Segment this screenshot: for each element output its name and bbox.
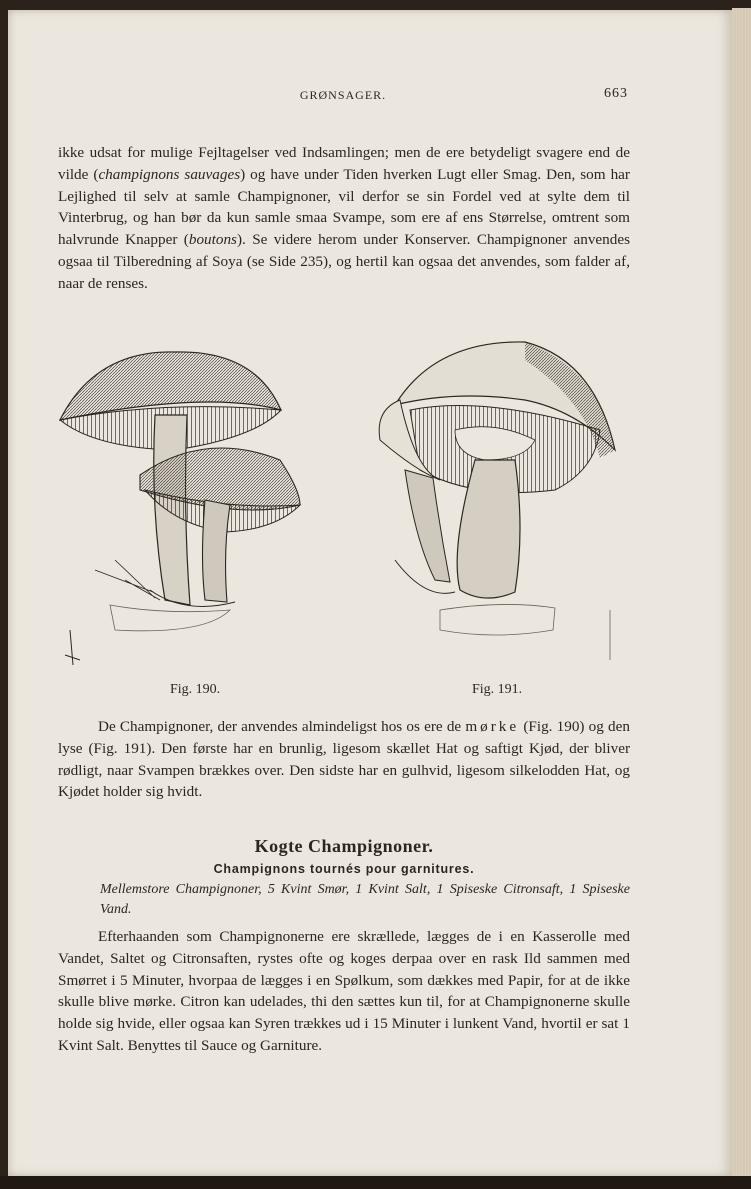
intro-text-2: ) og have under Tiden hverken Lugt eller Smag. Den, som har Lejlighed til selv at samle Champignoner, vil derfor se sin Fordel ved at sylte dem til Vinterbrug, og han bør da kun samle smaa Svampe, som ere af ens Størrelse, omtrent som halvrunde Knapper ( <box>58 165 630 249</box>
description-text-1: De Champignoner, der anvendes almindeligst hos os ere de <box>98 718 466 735</box>
intro-paragraph <box>58 142 630 295</box>
fig-191-caption: Fig. 191. <box>472 682 523 697</box>
fig-191-illustration <box>379 342 615 660</box>
fig-190-caption: Fig. 190. <box>170 682 221 697</box>
intro-text-3: ). Se videre herom under Konserver. Champignoner anvendes ogsaa til Tilberedning af Soya (se Side 235), og hertil kan ogsaa det anvendes, som falder af, naar de renses. <box>58 231 630 292</box>
running-header <box>58 88 628 108</box>
instructions-text: Efterhaanden som Champignonerne ere skrællede, lægges de i en Kasserolle med Vandet, Saltet og Citronsaften, rystes ofte og koges derpaa over en rask Ild sammen med Smørret i 5 Minuter, hvorpaa de lægges i en Spølkum, som dækkes med Papir, for at de ikke skulle blive mørke. Citron kan udelades, thi den sættes kun til, for at Champignonerne skulle holde sig hvide, eller ogsaa kan Syren trækkes ud i 15 Minuter i lunkent Vand, hvortil er sat 1 Kvint Salt. Benyttes til Sauce og Garniture. <box>58 928 630 1054</box>
figures-area <box>55 330 625 700</box>
description-paragraph <box>58 716 630 803</box>
recipe-ingredients: Mellemstore Champignoner, 5 Kvint Smør, 1 Kvint Salt, 1 Spiseske Citronsaft, 1 Spiseske Vand. <box>100 882 630 917</box>
running-title: GRØNSAGER. <box>299 88 387 102</box>
term-boutons: boutons <box>188 231 237 249</box>
book-bottom-edge <box>0 1176 751 1189</box>
intro-text-1: ikke udsat for mulige Fejltagelser ved Indsamlingen; men de ere betydeligt svagere end de vilde ( <box>58 144 630 183</box>
fig-190-illustration <box>60 352 300 665</box>
term-champignons-sauvages: champignons sauvages <box>98 165 241 183</box>
page-number: 663 <box>604 86 628 101</box>
mushroom-illustrations <box>55 330 625 670</box>
recipe-subtitle: Champignons tournés pour garnitures. <box>213 862 475 876</box>
description-text-2: (Fig. 190) og den lyse (Fig. 191). Den første har en brunlig, ligesom skællet Hat og saftigt Kjød, der bliver rødligt, naar Svampen brækkes over. Den sidste har en gulhvid, ligesom silkelodden Hat, og Kjødet holder sig hvidt. <box>58 718 630 801</box>
term-morke: mørke <box>465 718 520 735</box>
recipe-instructions <box>58 926 630 1057</box>
page-edges <box>732 8 751 1178</box>
recipe-title: Kogte Champignoner. <box>254 836 434 856</box>
